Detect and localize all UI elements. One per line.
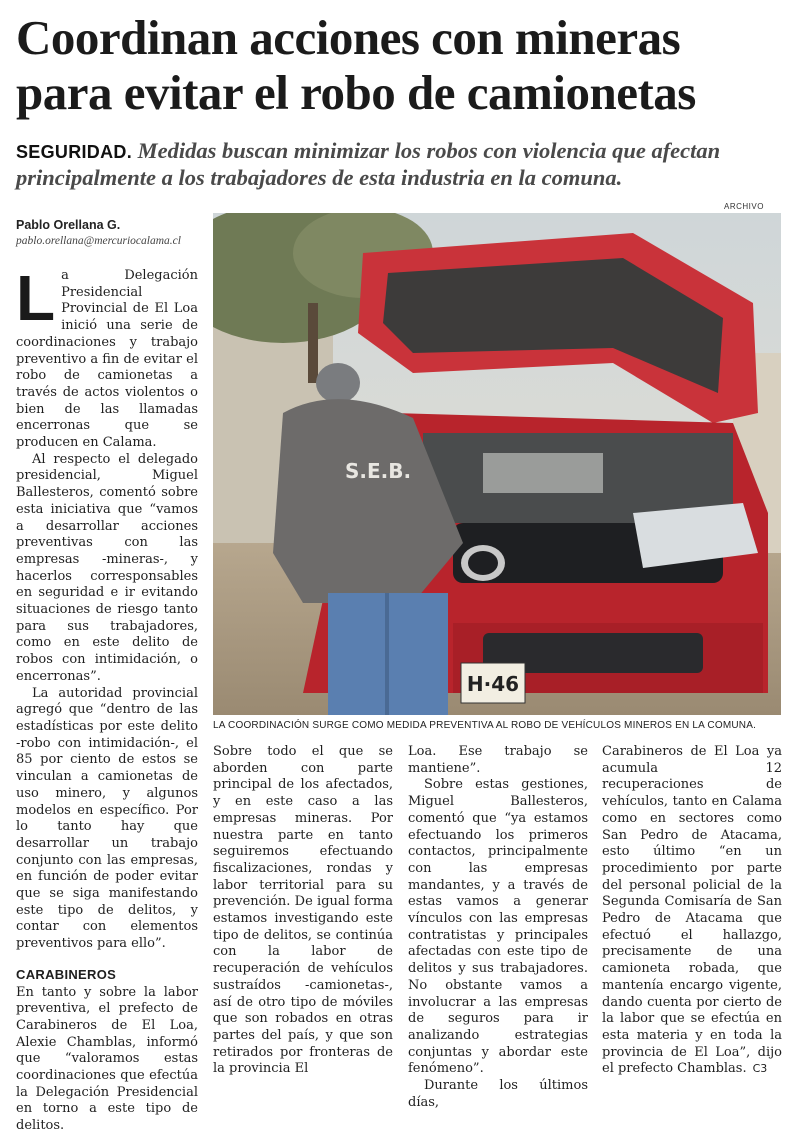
paragraph-5: Sobre todo el que se aborden con parte principal de los afectados, y en este caso a las empresas mineras. Por nuestra parte en tanto seguiremos efectuando fiscalizaciones, rondas y labor territorial para su prevención. De igual forma estamos investigando este tipo de delitos, se continúa con la labor de recuperación de vehículos sustraídos -camionetas-, así de otro tipo de móviles que son robados en otras partes del país, y que son retirados por fronteras de la provincia El	[213, 744, 393, 1077]
jacket-text: S.E.B.	[344, 459, 412, 483]
byline	[16, 218, 206, 247]
paragraph-3: La autoridad provincial agregó que “dentro de las estadísticas por este delito -robo con intimidación-, el 85 por ciento de estos se vinculan a camionetas de uso minero, y algunos modelos en específico. Por lo tanto hay que desarrollar un trabajo conjunto con las empresas, en función de poder evitar que se siga manifestando este tipo de delitos, y contar con elementos preventivos para ello”.	[16, 685, 198, 952]
photo-caption: LA COORDINACIÓN SURGE COMO MEDIDA PREVENTIVA AL ROBO DE VEHÍCULOS MINEROS EN LA COMUNA.	[213, 720, 757, 731]
dropcap: L	[16, 262, 56, 334]
column-2	[213, 744, 393, 1078]
column-4	[602, 744, 782, 1078]
byline-email: pablo.orellana@mercuriocalama.cl	[16, 235, 181, 247]
paragraph-9	[602, 744, 782, 1078]
headline-line-2: para evitar el robo de camionetas	[16, 65, 696, 120]
paragraph-7: Sobre estas gestiones, Miguel Ballesteros, comentó que “ya estamos efectuando los primeros contactos, principalmente con las empresas mandantes, y a través de estas vamos a generar vínculos con las empresas contratistas y principales afectadas con este tipo de delitos y sus trabajadores. No obstante vamos a involucrar a las empresas de seguros para ir analizando estrategias conjuntas y abordar este fenómeno”.	[408, 777, 588, 1077]
photo-illustration	[213, 213, 781, 715]
paragraph-2: Al respecto el delegado presidencial, Miguel Ballesteros, comentó sobre esta iniciativa que “vamos a desarrollar acciones preventivas con las empresas -mineras-, y hacerlos corresponsables en seguridad e ir evitando situaciones de riesgo tanto para sus trabajadores, como en este delito de robos con intimidación, o encerronas”.	[16, 451, 198, 684]
headline-line-1: Coordinan acciones con mineras	[16, 10, 681, 65]
article-photo	[213, 213, 781, 715]
deck	[16, 138, 776, 191]
end-mark: C3	[752, 1062, 768, 1076]
paragraph-8: Durante los últimos días,	[408, 1078, 588, 1110]
deck-kicker: SEGURIDAD.	[16, 142, 133, 162]
byline-author: Pablo Orellana G.	[16, 218, 121, 232]
headline	[16, 10, 781, 120]
column-3	[408, 744, 588, 1111]
deck-text: Medidas buscan minimizar los robos con violencia que afectan principalmente a los trabajadores de esta industria en la comuna.	[16, 138, 721, 190]
subhead-carabineros: CARABINEROS	[16, 966, 117, 982]
photo-credit: ARCHIVO	[724, 202, 764, 211]
plate-text: H·46	[466, 672, 520, 696]
paragraph-6: Loa. Ese trabajo se mantiene”.	[408, 744, 588, 776]
paragraph-9-text: Carabineros de El Loa ya acumula 12 recuperaciones de vehículos, tanto en Calama como en sectores como San Pedro de Atacama, esto último “en un procedimiento por parte del personal policial de la Segunda Comisaría de San Pedro de Atacama que efectuó el hallazgo, precisamente de una camioneta robada, que mantenía encargo vigente, dando cuenta por cierto de la labor que se efectúa en esta materia y en toda la provincia de El Loa”, dijo el prefecto Chamblas.	[602, 744, 782, 1077]
paragraph-4: En tanto y sobre la labor preventiva, el prefecto de Carabineros de El Loa, Alexie Chamblas, informó que “valoramos estas coordinaciones que efectúa la Delegación Presidencial en torno a este tipo de delitos.	[16, 984, 198, 1134]
column-1	[16, 262, 198, 1135]
paragraph-1-text: a Delegación Presidencial Provincial de El Loa inició una serie de coordinaciones y trabajo preventivo a fin de evitar el robo de camionetas a través de actos violentos o bien de las llamadas encerronas que se producen en Calama.	[16, 268, 198, 451]
paragraph-1	[16, 262, 198, 452]
